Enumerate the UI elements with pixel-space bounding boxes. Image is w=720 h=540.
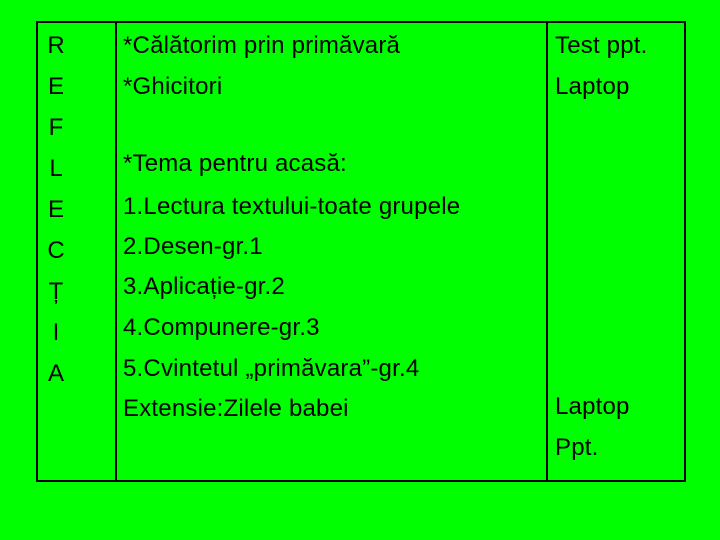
homework-task: 5.Cvintetul „primăvara”-gr.4: [123, 355, 420, 382]
lesson-table: [36, 21, 686, 482]
reflectia-letter: R: [47, 32, 65, 59]
reflectia-letter: C: [47, 237, 65, 264]
reflectia-letter: I: [52, 319, 60, 346]
reflectia-letter: E: [47, 196, 64, 223]
reflectia-letter: L: [49, 155, 63, 182]
resource-item: Laptop: [555, 73, 630, 100]
reflectia-letter: E: [47, 73, 64, 100]
homework-task: 1.Lectura textului-toate grupele: [123, 193, 461, 220]
activity-line: *Călătorim prin primăvară: [123, 32, 401, 59]
extension-line: Extensie:Zilele babei: [123, 395, 349, 422]
homework-title: *Tema pentru acasă:: [123, 150, 347, 177]
reflectia-letter: F: [48, 114, 64, 141]
reflectia-letter: A: [47, 360, 64, 387]
homework-task: 4.Compunere-gr.3: [123, 314, 320, 341]
reflectia-letter: Ț: [48, 278, 64, 305]
resource-item: Ppt.: [555, 434, 599, 461]
activity-line: *Ghicitori: [123, 73, 223, 100]
homework-task: 3.Aplicație-gr.2: [123, 273, 285, 300]
resource-item: Laptop: [555, 393, 630, 420]
column-divider-1: [115, 23, 117, 480]
homework-task: 2.Desen-gr.1: [123, 233, 263, 260]
resource-item: Test ppt.: [555, 32, 648, 59]
column-divider-2: [546, 23, 548, 480]
